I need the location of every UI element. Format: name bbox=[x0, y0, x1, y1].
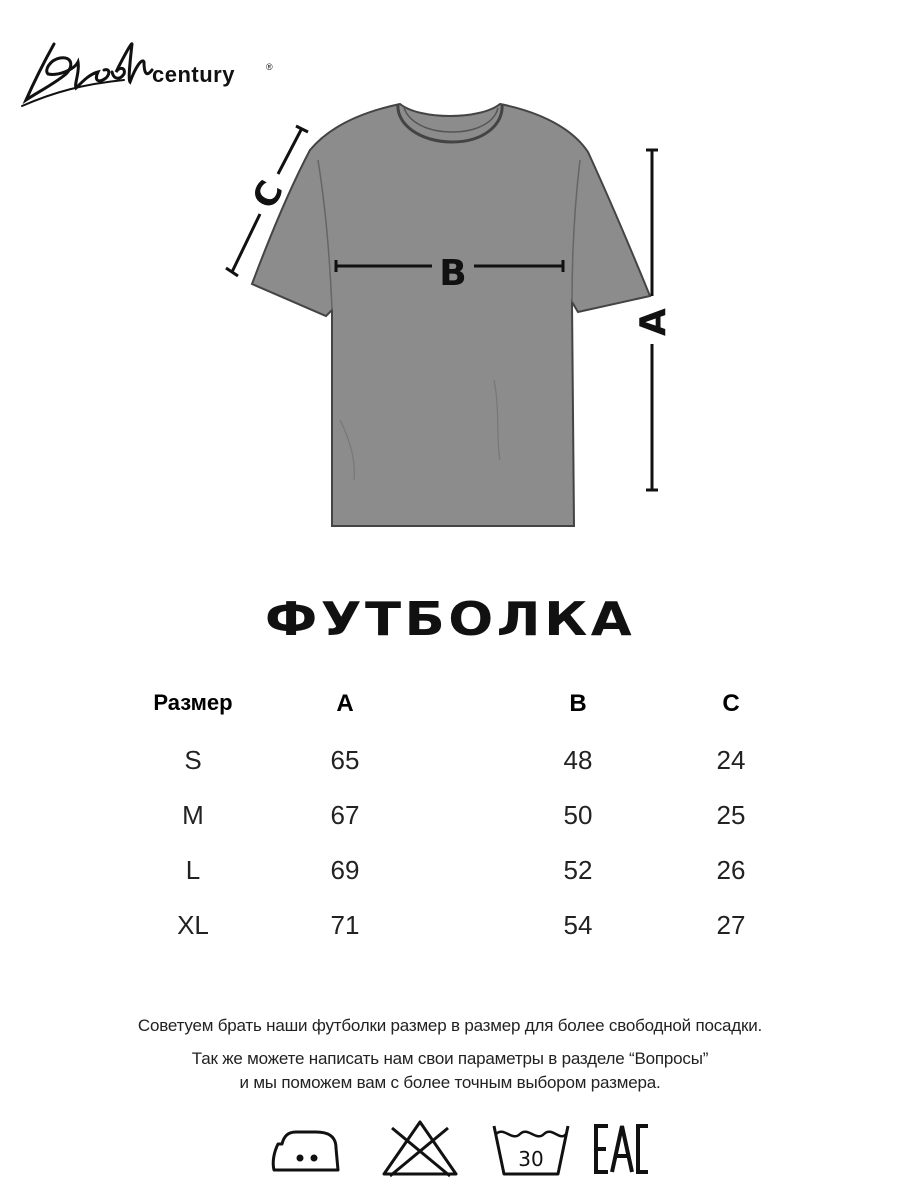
value-b-cell: 48 bbox=[563, 745, 593, 775]
value-b-cell: 54 bbox=[563, 910, 593, 940]
value-a-cell: 65 bbox=[330, 745, 360, 775]
table-row bbox=[0, 800, 900, 855]
measure-label-b: B bbox=[439, 253, 467, 294]
iron-icon bbox=[270, 1118, 342, 1178]
value-b-cell: 50 bbox=[563, 800, 593, 830]
size-cell: M bbox=[182, 800, 204, 830]
measure-label-c: C bbox=[244, 174, 292, 216]
value-c-cell: 27 bbox=[716, 910, 746, 940]
value-a-cell: 67 bbox=[330, 800, 360, 830]
table-header-row bbox=[0, 690, 900, 745]
no-bleach-icon bbox=[380, 1118, 460, 1178]
header-size: Размер bbox=[153, 690, 233, 715]
wash-temp-label: 30 bbox=[518, 1147, 544, 1171]
fit-advice-text: Советуем брать наши футболки размер в размер для более свободной посадки. bbox=[137, 1016, 763, 1035]
table-row bbox=[0, 910, 900, 965]
size-cell: L bbox=[185, 855, 201, 885]
size-cell: S bbox=[184, 745, 202, 775]
value-c-cell: 25 bbox=[716, 800, 746, 830]
brand-name: century bbox=[152, 62, 235, 87]
product-title: ФУТБОЛКА bbox=[264, 592, 636, 646]
value-a-cell: 71 bbox=[330, 910, 360, 940]
header-b: B bbox=[569, 690, 587, 717]
eac-mark-icon bbox=[592, 1118, 652, 1178]
value-c-cell: 24 bbox=[716, 745, 746, 775]
wash-30-icon bbox=[490, 1118, 572, 1178]
table-row bbox=[0, 745, 900, 800]
table-row bbox=[0, 855, 900, 910]
header-c: C bbox=[722, 690, 740, 717]
contact-advice-text-2: и мы поможем вам с более точным выбором размера. bbox=[239, 1073, 661, 1092]
size-cell: XL bbox=[177, 910, 209, 940]
measure-label-a: A bbox=[633, 308, 674, 336]
header-a: A bbox=[336, 690, 354, 717]
size-table bbox=[0, 690, 900, 965]
value-b-cell: 52 bbox=[563, 855, 593, 885]
value-a-cell: 69 bbox=[330, 855, 360, 885]
value-c-cell: 26 bbox=[716, 855, 746, 885]
registered-mark: ® bbox=[266, 62, 273, 72]
contact-advice-text: Так же можете написать нам свои параметры в разделе “Вопросы” bbox=[191, 1049, 709, 1068]
tshirt-measurement-diagram bbox=[0, 0, 900, 560]
tshirt-illustration bbox=[252, 104, 650, 526]
